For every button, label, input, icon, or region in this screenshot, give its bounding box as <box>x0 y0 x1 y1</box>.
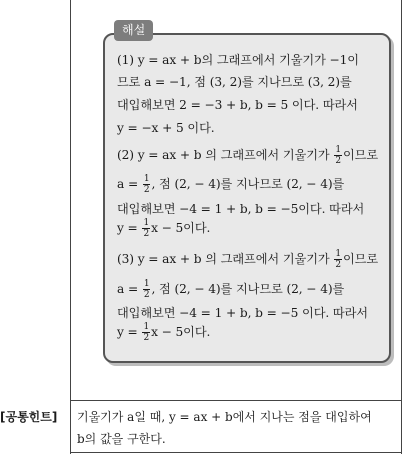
explanation-p3-line2 <box>117 279 344 300</box>
explanation-p3-line3: 대입해보면 −4 = 1 + b, b = −5 이다. 따라서 <box>117 306 368 320</box>
explanation-p1-line3: 대입해보면 2 = −3 + b, b = 5 이다. 따라서 <box>117 98 358 112</box>
p2-line1-tail: 이므로 <box>342 148 378 162</box>
explanation-p1-line4: y = −x + 5 이다. <box>117 121 215 135</box>
fraction-numerator: 1 <box>335 145 341 155</box>
explanation-tag: 해설 <box>114 20 153 41</box>
fraction-denominator: 2 <box>143 290 150 300</box>
hint-divider <box>70 400 402 401</box>
p3-line1-text: (3) y = ax + b 의 그래프에서 기울기가 <box>117 252 330 266</box>
p2-fraction-half <box>334 145 342 166</box>
fraction-numerator: 1 <box>143 322 150 332</box>
fraction-denominator: 2 <box>335 156 341 166</box>
fraction-numerator: 1 <box>143 174 150 184</box>
p2-line1-text: (2) y = ax + b 의 그래프에서 기울기가 <box>117 148 330 162</box>
p2-fraction-half <box>143 174 151 195</box>
p2-line2-lead: a = <box>117 177 139 191</box>
explanation-p1-line2: 므로 a = −1, 점 (3, 2)를 지나므로 (3, 2)를 <box>117 75 352 89</box>
fraction-denominator: 2 <box>143 229 150 239</box>
hint-line2: b의 값을 구한다. <box>77 432 166 446</box>
hint-bottom-border <box>70 452 402 453</box>
explanation-p3-line4 <box>117 322 210 343</box>
p3-fraction-half <box>142 322 150 343</box>
p2-line4-lead: y = <box>117 221 138 235</box>
explanation-p2-line2 <box>117 174 344 195</box>
explanation-p2-line4 <box>117 218 210 239</box>
p3-line2-lead: a = <box>117 282 139 296</box>
fraction-numerator: 1 <box>335 249 341 259</box>
explanation-p2-line3: 대입해보면 −4 = 1 + b, b = −5이다. 따라서 <box>117 202 365 216</box>
fraction-denominator: 2 <box>143 333 150 343</box>
page-border-right <box>401 0 402 454</box>
hint-label: [공통힌트] <box>0 410 58 424</box>
explanation-p2-line1 <box>117 145 378 166</box>
p3-fraction-half <box>334 249 342 270</box>
p2-fraction-half <box>142 218 150 239</box>
p3-line1-tail: 이므로 <box>342 252 378 266</box>
explanation-p3-line1 <box>117 249 378 270</box>
p2-line2-text: , 점 (2, − 4)를 지나므로 (2, − 4)를 <box>151 177 345 191</box>
hint-line1: 기울기가 a일 때, y = ax + b에서 지나는 점을 대입하여 <box>77 410 372 424</box>
fraction-denominator: 2 <box>335 260 341 270</box>
fraction-numerator: 1 <box>143 279 150 289</box>
fraction-denominator: 2 <box>143 185 150 195</box>
p3-line4-text: x − 5이다. <box>151 325 211 339</box>
p3-line4-lead: y = <box>117 325 138 339</box>
p2-line4-text: x − 5이다. <box>151 221 211 235</box>
p3-fraction-half <box>143 279 151 300</box>
explanation-p1-line1: (1) y = ax + b의 그래프에서 기울기가 −1이 <box>117 53 359 67</box>
fraction-numerator: 1 <box>143 218 150 228</box>
page-border-left <box>70 0 71 454</box>
p3-line2-text: , 점 (2, − 4)를 지나므로 (2, − 4)를 <box>151 282 345 296</box>
